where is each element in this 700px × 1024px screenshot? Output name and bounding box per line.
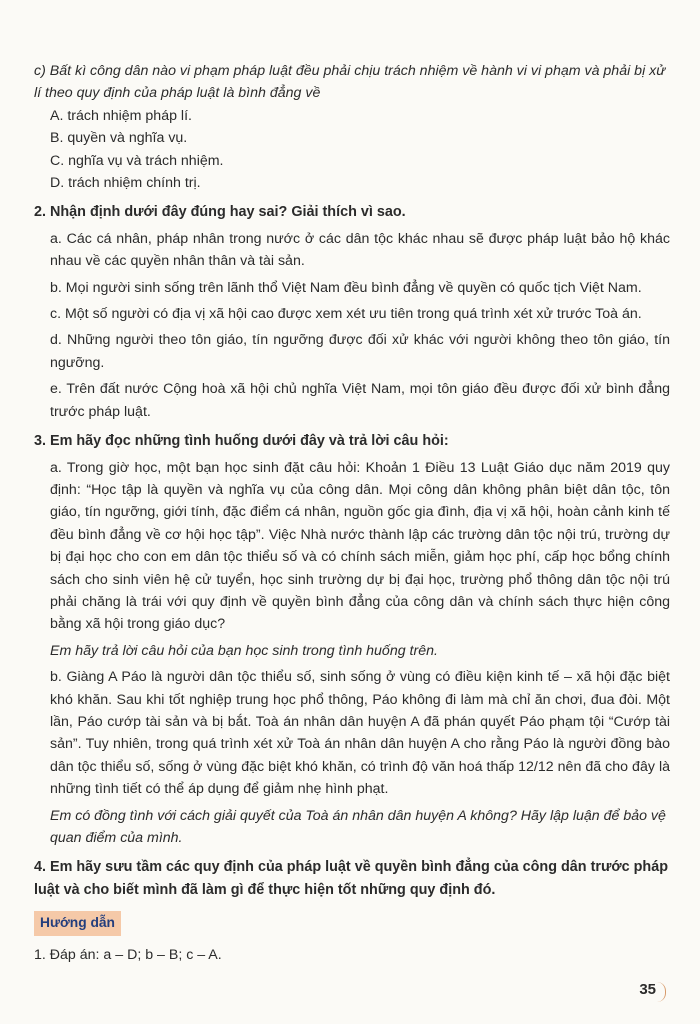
- q2-item-d: d. Những người theo tôn giáo, tín ngưỡng được đối xử khác với người không theo tôn giáo, tín ngưỡng.: [50, 332, 670, 371]
- q1c-option-d: D. trách nhiệm chính trị.: [50, 175, 201, 192]
- question-3-title: 3. Em hãy đọc những tình huống dưới đây và trả lời câu hỏi:: [34, 433, 449, 450]
- q1c-stem: c) Bất kì công dân nào vi phạm pháp luật đều phải chịu trách nhiệm về hành vi vi phạm và phải bị xử lí theo quy định của pháp luật là bình đẳng về: [34, 63, 666, 102]
- q1c-option-a: A. trách nhiệm pháp lí.: [50, 107, 192, 124]
- q3-case-a-question: Em hãy trả lời câu hỏi của bạn học sinh trong tình huống trên.: [50, 642, 438, 659]
- guide-section: [34, 911, 670, 935]
- q1c-option-c: C. nghĩa vụ và trách nhiệm.: [50, 152, 224, 169]
- q3-case-b: b. Giàng A Páo là người dân tộc thiểu số, sinh sống ở vùng có điều kiện kinh tế – xã hội đặc biệt khó khăn. Sau khi tốt nghiệp trung học phổ thông, Páo không đi làm mà chỉ ăn chơi, đua đòi. Một lần, Páo cướp tài sản và bị bắt. Toà án nhân dân huyện A đã phán quyết Páo phạm tội “Cướp tài sản”. Tuy nhiên, trong quá trình xét xử Toà án nhân dân huyện A cho rằng Páo là người đồng bào dân tộc thiểu số, sống ở vùng đặc biệt khó khăn, có trình độ văn hoá thấp 12/12 nên đã cho đây là những tình tiết có thể áp dụng để giảm nhẹ hình phạt.: [50, 669, 670, 798]
- question-4-title: 4. Em hãy sưu tầm các quy định của pháp luật về quyền bình đẳng của công dân trước pháp luật và cho biết mình đã làm gì để thực hiện tốt những quy định đó.: [34, 859, 668, 898]
- question-2-title: 2. Nhận định dưới đây đúng hay sai? Giải thích vì sao.: [34, 204, 406, 221]
- guide-answer-1: 1. Đáp án: a – D; b – B; c – A.: [34, 946, 222, 963]
- q2-item-e: e. Trên đất nước Cộng hoà xã hội chủ nghĩa Việt Nam, mọi tôn giáo đều được đối xử bình đẳng trước pháp luật.: [50, 381, 670, 420]
- page-number: 35: [639, 981, 656, 998]
- guide-heading: Hướng dẫn: [34, 911, 121, 935]
- q3-case-b-question: Em có đồng tình với cách giải quyết của Toà án nhân dân huyện A không? Hãy lập luận để bảo vệ quan điểm của mình.: [50, 807, 666, 846]
- q3-case-a: a. Trong giờ học, một bạn học sinh đặt câu hỏi: Khoản 1 Điều 13 Luật Giáo dục năm 2019 quy định: “Học tập là quyền và nghĩa vụ của công dân. Mọi công dân không phân biệt dân tộc, tôn giáo, tín ngưỡng, giới tính, đặc điểm cá nhân, nguồn gốc gia đình, địa vị xã hội, hoàn cảnh kinh tế đều bình đẳng về cơ hội học tập”. Việc Nhà nước thành lập các trường dân tộc nội trú, trường dự bị đại học cho con em dân tộc thiểu số và có chính sách miễn, giảm học phí, cấp học bổng chính sách cho sinh viên hệ cử tuyển, học sinh trường dự bị đại học, trường phổ thông dân tộc nội trú phải chăng là trái với quy định về quyền bình đẳng của công dân và chính sách thực hiện công bằng xã hội trong giáo dục?: [50, 459, 670, 633]
- page-number-bracket: [657, 982, 666, 1002]
- q2-item-a: a. Các cá nhân, pháp nhân trong nước ở các dân tộc khác nhau sẽ được pháp luật bảo hộ khác nhau về các quyền nhân thân và tài sản.: [50, 230, 670, 270]
- page-body: [34, 60, 670, 966]
- q1c-option-b: B. quyền và nghĩa vụ.: [50, 130, 188, 147]
- q2-item-b: b. Mọi người sinh sống trên lãnh thổ Việt Nam đều bình đẳng về quyền có quốc tịch Việt Nam.: [50, 279, 642, 296]
- q2-item-c: c. Một số người có địa vị xã hội cao được xem xét ưu tiên trong quá trình xét xử trước Toà án.: [50, 306, 642, 323]
